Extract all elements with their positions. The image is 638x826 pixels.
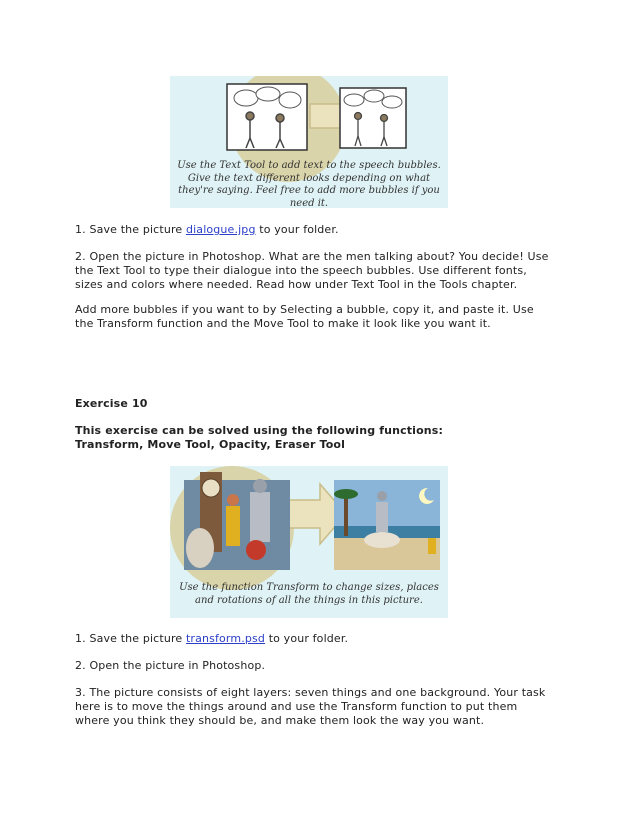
open-transform-step: 2. Open the picture in Photoshop. xyxy=(75,659,266,672)
open-dialogue-step: 2. Open the picture in Photoshop. What are the men talking about? You decide! Use the Text Tool to type their dialogue into the speech bubbles. Use different fonts, sizes and colors where needed. Read how under Text Tool in the Tools chapter. xyxy=(75,250,549,291)
dialogue-caption: Use the Text Tool to add text to the speech bubbles. Give the text different looks depending on what they're saying. Feel free to add more bubbles if you need it. xyxy=(177,160,441,209)
dialogue-link[interactable]: dialogue.jpg xyxy=(185,223,256,236)
exercise-title: Exercise 10 xyxy=(75,397,148,410)
add-bubbles-paragraph: Add more bubbles if you want to by Selecting a bubble, copy it, and paste it. Use the Transform function and the Move Tool to make it look like you want it. xyxy=(75,303,534,330)
exercise-intro: This exercise can be solved using the following functions: Transform, Move Tool, Opacity, Eraser Tool xyxy=(75,424,444,451)
transform-caption: Use the function Transform to change sizes, places and rotations of all the things in this picture. xyxy=(179,582,439,606)
speech-bubble xyxy=(234,90,258,106)
speech-bubble xyxy=(256,87,280,101)
save-dialogue-step: 1. Save the picture dialogue.jpg to your folder. xyxy=(75,223,339,236)
dialogue-figure xyxy=(170,76,448,208)
layers-task-paragraph: 3. The picture consists of eight layers: seven things and one background. Your task here is to move the things around and use the Transform function to put them where you think they should be, and make them look the way you want. xyxy=(75,686,546,727)
speech-bubble xyxy=(279,92,301,108)
transform-link[interactable]: transform.psd xyxy=(185,632,266,645)
save-transform-step: 1. Save the picture transform.psd to your folder. xyxy=(75,632,349,645)
transform-figure xyxy=(170,466,448,618)
